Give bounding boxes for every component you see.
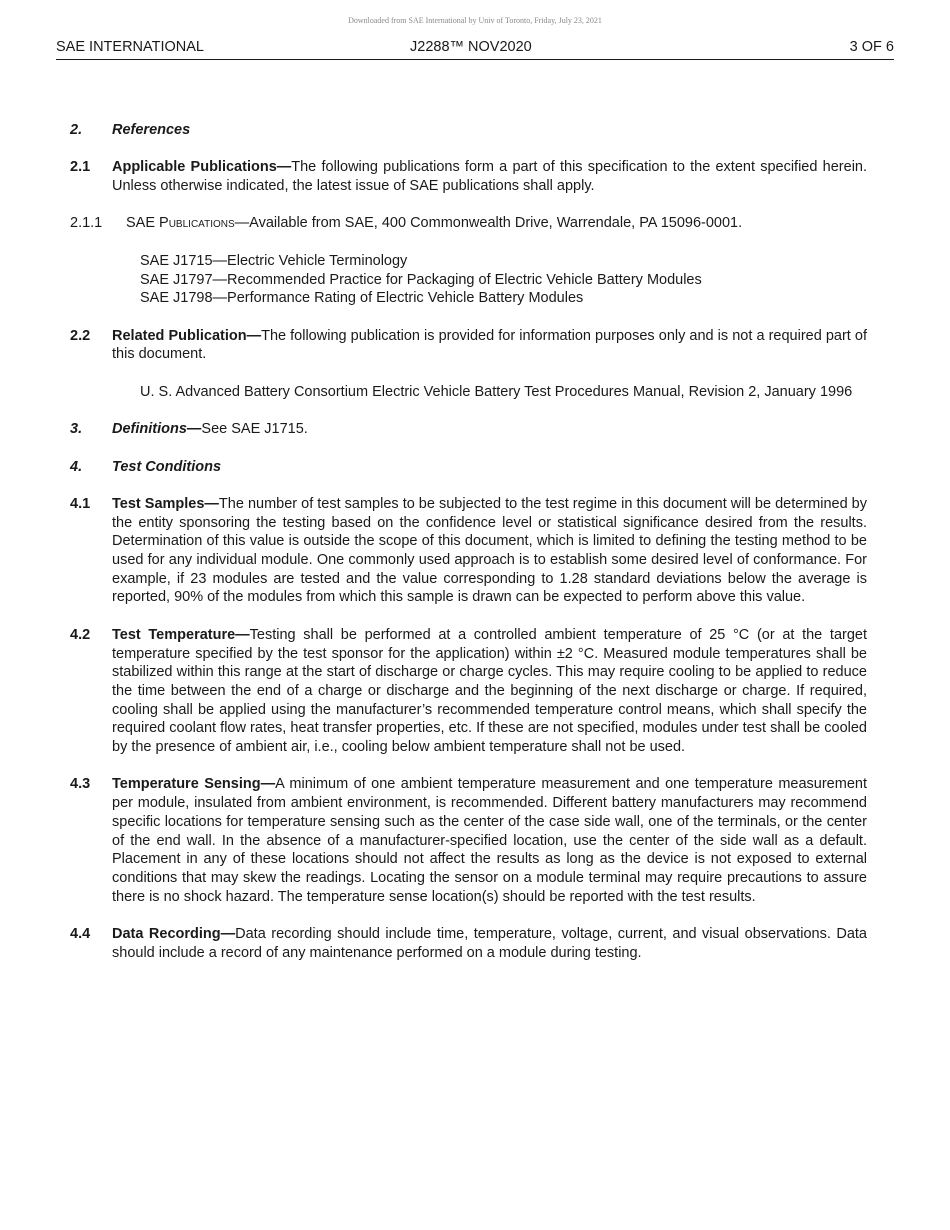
section-paragraph <box>112 495 867 607</box>
section-text: —Available from SAE, 400 Commonwealth Drive, Warrendale, PA 15096-0001. <box>234 215 743 232</box>
section-title: Related Publication— <box>112 327 262 344</box>
section-number: 4. <box>70 458 83 475</box>
list-item: SAE J1798—Performance Rating of Electric Vehicle Battery Modules <box>140 290 584 307</box>
section-number: 2. <box>70 122 83 138</box>
section-number: 4.4 <box>70 926 91 943</box>
section-number: 3. <box>70 421 83 438</box>
section-text: Data recording should include time, temperature, voltage, current, and visual observations. Data should include a record of any maintenance performed on a module during testing. <box>112 926 867 961</box>
section-title: Definitions— <box>112 421 202 438</box>
section-2-1 <box>70 158 867 195</box>
section-title: References <box>112 122 191 138</box>
section-paragraph <box>112 775 867 906</box>
section-text: Testing shall be performed at a controlled ambient temperature of 25 °C (or at the target temperature specified by the test sponsor for the application) within ±2 °C. Measured module temperatures shall be stabilized within this range at the start of discharge or charge cycles. This may require cooling to be applied to reduce the time between the end of a charge or discharge and the beginning of the next discharge or charge. If required, cooling shall be applied using the manufacturer’s recommended temperature control means, which shall specify the required coolant flow rates, heat transfer properties, etc. If these are not specified, modules under test shall be cooled by the presence of ambient air, i.e., cooling below ambient temperature shall not be used. <box>112 626 867 756</box>
section-text: The following publication is provided for information purposes only and is not a required part of this document. <box>112 327 867 363</box>
section-title: Data Recording— <box>112 926 236 943</box>
header-page-number: 3 OF 6 <box>849 39 894 55</box>
section-paragraph <box>112 626 867 757</box>
section-4-heading <box>70 458 867 477</box>
header-document-id: J2288™ NOV2020 <box>410 39 532 55</box>
section-4-2 <box>70 626 867 757</box>
section-number: 2.1 <box>70 159 91 176</box>
section-2-2 <box>70 327 867 364</box>
section-paragraph <box>112 158 867 195</box>
section-paragraph <box>112 420 867 439</box>
section-title: Temperature Sensing— <box>112 776 276 793</box>
list-item: SAE J1715—Electric Vehicle Terminology <box>140 252 408 269</box>
section-title: Test Samples— <box>112 495 219 512</box>
section-paragraph <box>126 214 867 233</box>
section-2-1-1 <box>70 214 867 233</box>
section-title: Test Temperature— <box>112 626 250 643</box>
section-text: A minimum of one ambient temperature measurement and one temperature measurement per module, insulated from ambient environment, is recommended. Different battery manufacturers may recommend specific locations for temperature sensing such as the center of the case side wall, one of the terminals, or the center of the end wall. In the absence of a manufacturer-specified location, use the center of the side wall as a default. Placement in any of these locations should not affect the results as long as the device is not exposed to external conditions that may skew the readings. Locating the sensor on a module terminal may require precautions to assure there is no shock hazard. The temperature sense location(s) should be reported with the test results. <box>112 776 867 905</box>
sae-publications-list <box>70 252 867 308</box>
section-text: The number of test samples to be subjected to the test regime in this document will be determined by the entity sponsoring the testing based on the confidence level or statistical significance desired from the results. Determination of this value is outside the scope of this document, which is limited to defining the testing method to be used for any individual module. One commonly used approach is to establish some desired level of conformance. For example, if 23 modules are tested and the value corresponding to 1.28 standard deviations below the average is reported, 90% of the modules from which this sample is drawn can be expected to perform above this value. <box>112 495 867 606</box>
section-number: 2.1.1 <box>70 215 103 232</box>
section-4-1 <box>70 495 867 607</box>
section-number: 4.2 <box>70 626 91 643</box>
section-2-heading <box>70 121 867 140</box>
page-header <box>56 38 894 60</box>
section-title: Test Conditions <box>112 458 222 475</box>
list-item: SAE J1797—Recommended Practice for Packaging of Electric Vehicle Battery Modules <box>140 271 702 288</box>
section-text: The following publications form a part of this specification to the extent specified herein. Unless otherwise indicated, the latest issue of SAE publications shall apply. <box>112 159 868 195</box>
section-paragraph <box>112 925 867 962</box>
section-number: 4.3 <box>70 776 91 793</box>
document-body <box>70 121 867 981</box>
section-4-3 <box>70 775 867 906</box>
section-3 <box>70 420 867 439</box>
section-4-4 <box>70 925 867 962</box>
related-reference: U. S. Advanced Battery Consortium Electric Vehicle Battery Test Procedures Manual, Revision 2, January 1996 <box>140 383 853 400</box>
section-text: See SAE J1715. <box>201 421 308 438</box>
section-title: SAE Publications <box>126 215 235 232</box>
header-publisher: SAE INTERNATIONAL <box>56 39 204 55</box>
download-watermark: Downloaded from SAE International by Univ of Toronto, Friday, July 23, 2021 <box>348 16 602 25</box>
section-number: 2.2 <box>70 327 91 344</box>
section-title: Applicable Publications— <box>112 159 292 176</box>
section-number: 4.1 <box>70 495 91 512</box>
section-paragraph <box>112 327 867 364</box>
